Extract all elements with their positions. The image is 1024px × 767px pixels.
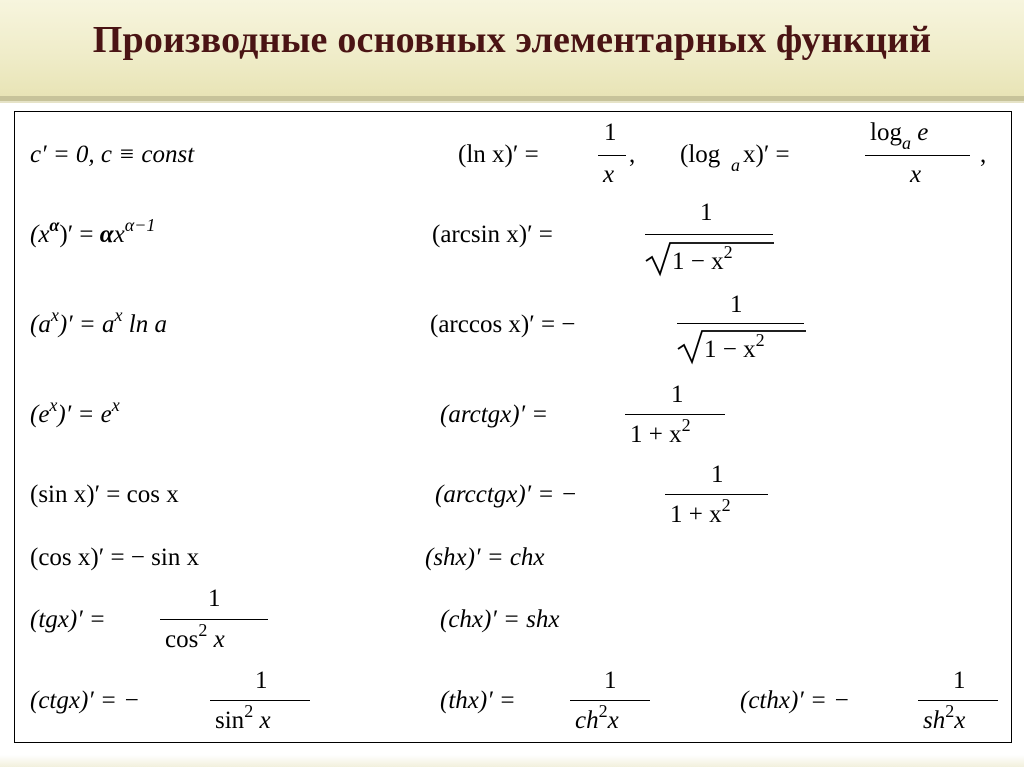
formula-log-mid: x)′ = (743, 141, 790, 168)
formula-arccos-num: 1 (730, 291, 743, 318)
formula-arcctg-lhs: (arcctgx)′ = − (435, 481, 578, 508)
formula-sh: (shx)′ = chx (425, 544, 545, 571)
formula-arctg-lhs: (arctgx)′ = (440, 401, 549, 428)
formula-cos: (cos x)′ = − sin x (30, 544, 200, 571)
formula-arcctg-num: 1 (711, 461, 724, 488)
formula-log-lhs: (log (680, 141, 721, 168)
formula-th-num: 1 (604, 667, 617, 694)
formula-tg-num: 1 (208, 585, 221, 612)
formula-exponential-e: $(e^x)' = e^x$ (30, 395, 120, 428)
formula-arcsin-den: $1 - x^2$ (672, 242, 733, 275)
formula-cth-num: 1 (953, 667, 966, 694)
fraction-bar (665, 494, 768, 495)
formula-log-sub: a (731, 155, 740, 175)
fraction-bar (918, 700, 998, 701)
formula-tg-lhs: (tgx)′ = (30, 606, 106, 633)
formula-ln-num: 1 (604, 119, 617, 146)
formula-arcsin-num: 1 (700, 199, 713, 226)
formula-ctg-lhs: (ctgx)′ = − (30, 687, 140, 714)
bottom-band (0, 755, 1024, 767)
title-divider-shadow (0, 101, 1024, 103)
comma: , (980, 141, 987, 168)
formula-th-lhs: (thx)′ = (440, 687, 516, 714)
fraction-bar (210, 700, 310, 701)
formula-ch: (chx)′ = shx (440, 606, 560, 633)
fraction-bar (160, 619, 268, 620)
fraction-bar (645, 234, 773, 235)
formula-arccos-den: $1 - x^2$ (704, 330, 765, 363)
formula-arcctg-den: $1 + x^2$ (670, 495, 731, 528)
fraction-bar (570, 700, 650, 701)
formula-cth-den: $sh^2x$ (923, 701, 966, 734)
formula-sin: (sin x)′ = cos x (30, 481, 179, 508)
formula-arctg-num: 1 (671, 381, 684, 408)
page-title: Производные основных элементарных функций (92, 19, 932, 61)
fraction-bar (598, 155, 626, 156)
fraction-bar (625, 414, 725, 415)
fraction-bar (865, 155, 970, 156)
formula-arccos-lhs: (arccos x)′ = − (430, 311, 576, 338)
formula-ln-lhs: (ln x)′ = (458, 141, 539, 168)
formula-tg-den: $\cos^2 x$ (165, 620, 225, 653)
formula-th-den: $ch^2x$ (575, 701, 619, 734)
fraction-bar (677, 323, 804, 324)
comma: , (629, 141, 636, 168)
formula-ctg-den: $\sin^2 x$ (215, 701, 271, 734)
formula-exponential-a: $(a^x)' = a^x$ ln a (30, 305, 167, 338)
formula-arctg-den: $1 + x^2$ (630, 415, 691, 448)
formula-ctg-num: 1 (255, 667, 268, 694)
formula-ln-den: x (603, 161, 615, 188)
formula-power: $(x^\alpha)' = \alpha x^{\alpha-1}$ (30, 215, 156, 248)
formula-log-den: x (910, 161, 922, 188)
formula-arcsin-lhs: (arcsin x)′ = (432, 221, 553, 248)
formula-const: c′ = 0, c ≡ const (30, 141, 195, 168)
formula-cth-lhs: (cthx)′ = − (740, 687, 850, 714)
formula-log-num: $\log_a e$ (870, 119, 929, 153)
